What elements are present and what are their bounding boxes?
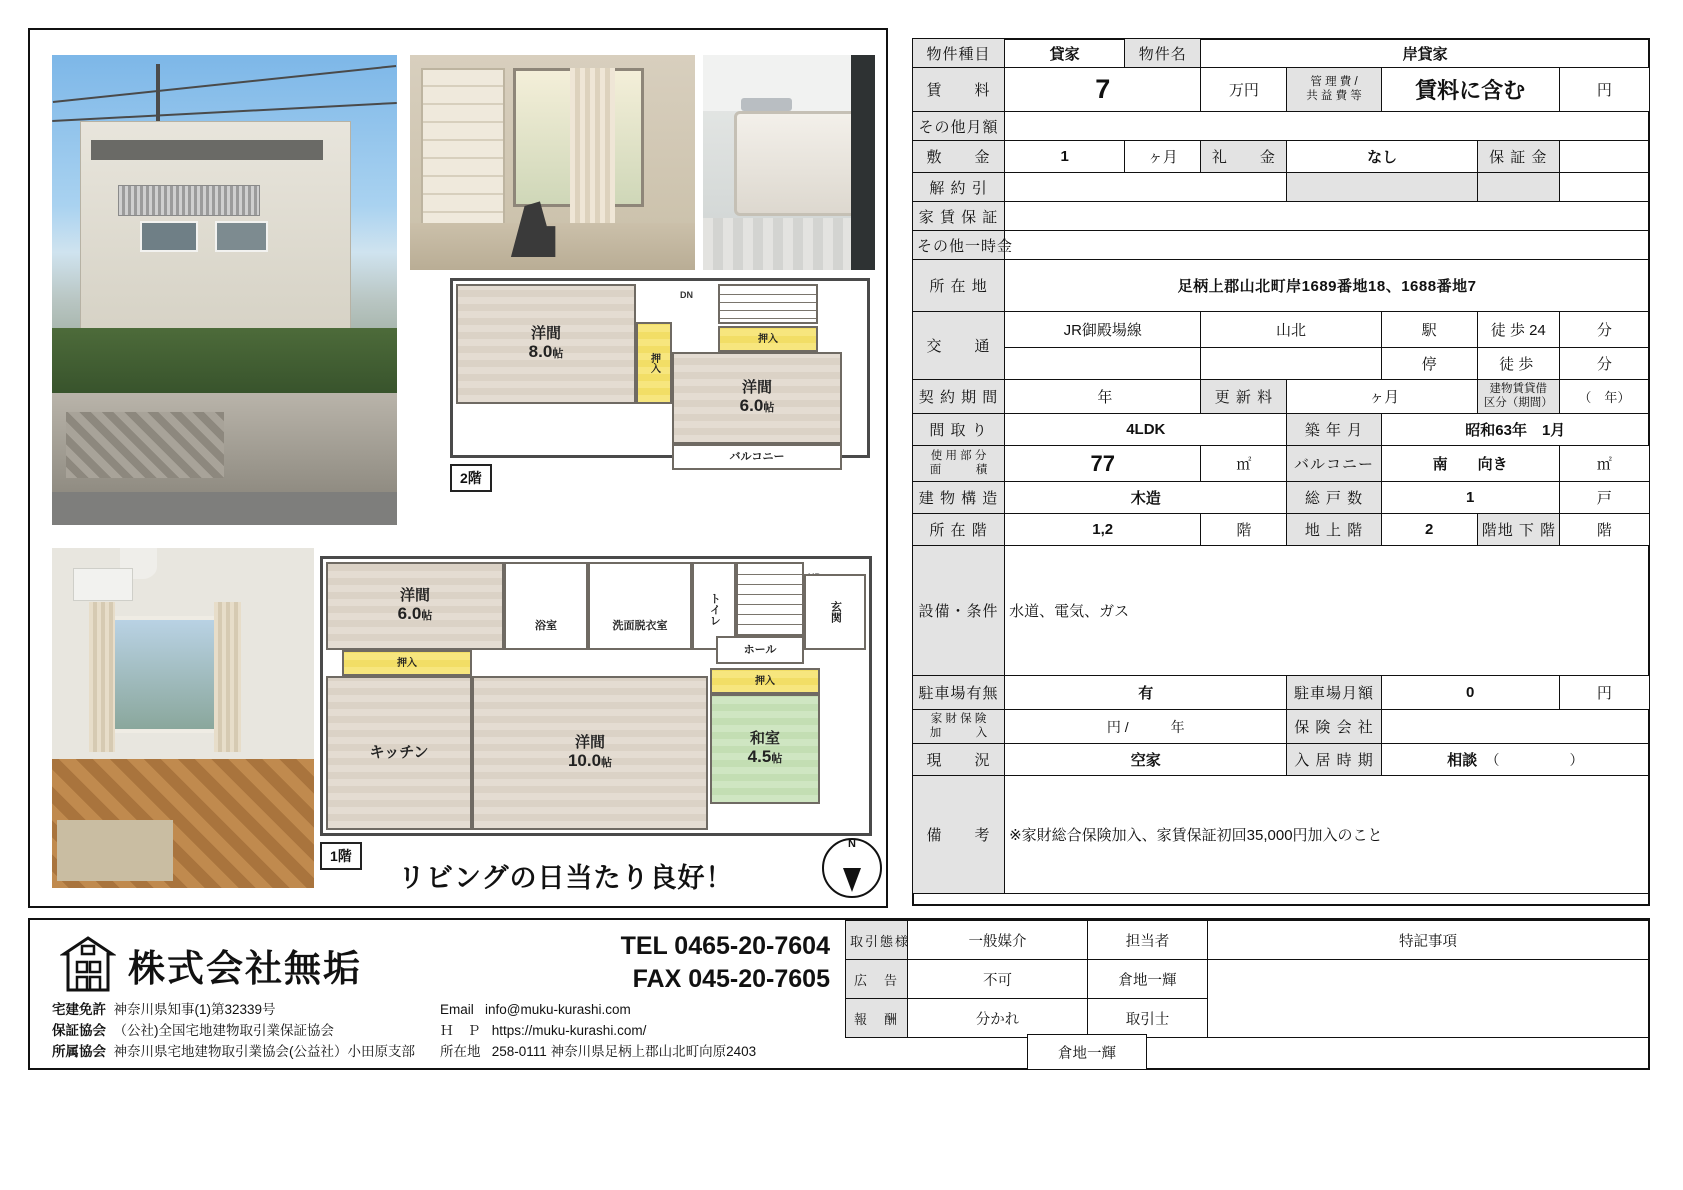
floorplan-first-floor xyxy=(320,556,872,864)
unit-total-units: 戸 xyxy=(1559,482,1649,514)
value-remarks: ※家財総合保険加入、家賃保証初回35,000円加入のこと xyxy=(1005,776,1650,894)
row-other-monthly xyxy=(913,112,1650,141)
room-kitchen: キッチン xyxy=(326,676,472,830)
label-ground-floors: 地 上 階 xyxy=(1287,514,1381,546)
value-deal-type: 一般媒介 xyxy=(908,921,1088,960)
value-contract-period: 年 xyxy=(1005,380,1201,414)
row-rent xyxy=(913,68,1650,112)
label-staff: 担当者 xyxy=(1088,921,1208,960)
label-traffic: 交 通 xyxy=(913,312,1005,380)
label-other-monthly: その他月額 xyxy=(913,112,1005,141)
row-other-onetime xyxy=(913,231,1650,260)
value-parking: 有 xyxy=(1005,676,1287,710)
label-structure: 建 物 構 造 xyxy=(913,482,1005,514)
row-cancel xyxy=(913,173,1650,202)
label-walk: 徒 歩 24 xyxy=(1477,312,1559,348)
room-japanese-4-5: 和室 4.5帖 xyxy=(710,694,820,804)
company-name: 株式会社無垢 xyxy=(128,948,362,989)
unit-floor: 階 xyxy=(1201,514,1287,546)
row-deposit xyxy=(913,141,1650,173)
value-parking-fee: 0 xyxy=(1381,676,1559,710)
value-ad: 不可 xyxy=(908,960,1088,999)
unit-management-fee: 円 xyxy=(1559,68,1649,112)
value-rent-guarantee xyxy=(1005,202,1650,231)
row-floor xyxy=(913,514,1650,546)
label-other-onetime: その他一時金 xyxy=(913,231,1005,260)
deal-info-table xyxy=(845,920,1649,1038)
value-lease-type: （ 年） xyxy=(1559,380,1649,414)
row-parking xyxy=(913,676,1650,710)
value-total-units: 1 xyxy=(1381,482,1559,514)
deal-row-type xyxy=(846,921,1649,960)
label-key-money: 礼 金 xyxy=(1201,141,1287,173)
stair-direction-label: DN xyxy=(680,290,693,300)
label-renewal-fee: 更 新 料 xyxy=(1201,380,1287,414)
value-built: 昭和63年 1月 xyxy=(1381,414,1649,446)
label-guarantee-deposit: 保 証 金 xyxy=(1477,141,1559,173)
room-size-unit: 帖 xyxy=(552,347,564,360)
assoc-line: 所属協会 神奈川県宅地建物取引業協会(公益社）小田原支部 xyxy=(52,1043,416,1059)
value-insurance-company xyxy=(1381,710,1649,744)
value-bus-stop-name xyxy=(1201,348,1381,380)
value-status: 空家 xyxy=(1005,744,1287,776)
value-special-notes xyxy=(1208,960,1649,1038)
company-online-contact xyxy=(440,1000,756,1063)
label-equipment: 設備・条件 xyxy=(913,546,1005,676)
hp-line: Ｈ Ｐ https://muku-kurashi.com/ xyxy=(440,1022,647,1038)
value-agent-name: 倉地一輝 xyxy=(1027,1034,1147,1070)
row-rent-guarantee xyxy=(913,202,1650,231)
closet-oshiire-2f-a: 押入 xyxy=(636,322,672,404)
label-movein: 入 居 時 期 xyxy=(1287,744,1381,776)
balcony-2f: バルコニー xyxy=(672,444,842,470)
value-ground-floors: 2 xyxy=(1381,514,1477,546)
label-management-fee: 管 理 費 / 共 益 費 等 xyxy=(1287,68,1381,112)
room-label: 洋間 xyxy=(530,325,561,343)
label-name: 物件名 xyxy=(1125,39,1201,68)
unit-rent: 万円 xyxy=(1201,68,1287,112)
closet-oshiire-1f-b: 押入 xyxy=(710,668,820,694)
row-equipment xyxy=(913,546,1650,676)
house-logo-icon xyxy=(60,936,116,992)
label-parking: 駐車場有無 xyxy=(913,676,1005,710)
catchcopy: リビングの日当たり良好！ xyxy=(398,863,734,893)
floor-tag-1f: 1階 xyxy=(320,842,362,870)
room-bath-1f: 浴室 xyxy=(504,562,588,650)
label-deal-type: 取引態様 xyxy=(846,921,908,960)
value-balcony-direction: 南 向き xyxy=(1381,446,1559,482)
label-lease-type: 建物賃貸借 区分（期間） xyxy=(1477,380,1559,414)
closet-oshiire-2f-b: 押入 xyxy=(718,326,818,352)
stairs-down-2f xyxy=(718,284,818,324)
row-remarks xyxy=(913,776,1650,894)
deal-row-ad xyxy=(846,960,1649,999)
value-insurance: 円 / 年 xyxy=(1005,710,1287,744)
unit-balcony: ㎡ xyxy=(1559,446,1649,482)
room-hall: ホール xyxy=(716,636,804,664)
row-traffic-train xyxy=(913,312,1650,348)
photo-living-room xyxy=(52,548,314,888)
value-bus-line xyxy=(1005,348,1201,380)
email-line: Email info@muku-kurashi.com xyxy=(440,1002,631,1017)
unit-deposit: ヶ月 xyxy=(1125,141,1201,173)
label-total-units: 総 戸 数 xyxy=(1287,482,1381,514)
value-kind: 貸家 xyxy=(1005,39,1125,68)
row-contract xyxy=(913,380,1650,414)
row-layout xyxy=(913,414,1650,446)
label-kind: 物件種目 xyxy=(913,39,1005,68)
room-western-10: 洋間 10.0帖 xyxy=(472,676,708,830)
label-status: 現 況 xyxy=(913,744,1005,776)
label-cancel-spacer2 xyxy=(1477,173,1559,202)
label-insurance: 家 財 保 険 加 入 xyxy=(913,710,1005,744)
closet-oshiire-1f-a: 押入 xyxy=(342,650,472,676)
label-deposit: 敷 金 xyxy=(913,141,1005,173)
row-status xyxy=(913,744,1650,776)
license-line: 宅建免許 神奈川県知事(1)第32339号 xyxy=(52,1002,276,1017)
value-renewal-fee: ヶ月 xyxy=(1287,380,1477,414)
label-cancel-spacer xyxy=(1287,173,1477,202)
value-other-onetime xyxy=(1005,231,1650,260)
label-layout: 間 取 り xyxy=(913,414,1005,446)
label-area: 使 用 部 分 面 積 xyxy=(913,446,1005,482)
room-western-6-1f: 洋間 6.0帖 xyxy=(326,562,504,650)
label-fee: 報 酬 xyxy=(846,999,908,1038)
photo-bathroom xyxy=(703,55,875,270)
value-traffic-station: 山北 xyxy=(1201,312,1381,348)
unit-parking-fee: 円 xyxy=(1559,676,1649,710)
value-floor: 1,2 xyxy=(1005,514,1201,546)
value-address: 足柄上郡山北町岸1689番地18、1688番地7 xyxy=(1005,260,1650,312)
photo-tatami-room xyxy=(410,55,695,270)
unit-bus-walk: 分 xyxy=(1559,348,1649,380)
value-cancel xyxy=(1005,173,1287,202)
location-line: 所在地 258-0111 神奈川県足柄上郡山北町向原2403 xyxy=(440,1043,757,1059)
tel-line: TEL 0465-20-7604 xyxy=(620,932,830,960)
label-bus-walk: 徒 歩 xyxy=(1477,348,1559,380)
label-agent: 取引士 xyxy=(1088,999,1208,1038)
value-structure: 木造 xyxy=(1005,482,1287,514)
value-deposit: 1 xyxy=(1005,141,1125,173)
label-ad: 広 告 xyxy=(846,960,908,999)
value-area: 77 xyxy=(1005,446,1201,482)
unit-area: ㎡ xyxy=(1201,446,1287,482)
row-insurance xyxy=(913,710,1650,744)
fax-line: FAX 045-20-7605 xyxy=(632,964,830,993)
label-balcony: バルコニー xyxy=(1287,446,1381,482)
value-staff: 倉地一輝 xyxy=(1088,960,1208,999)
row-area xyxy=(913,446,1650,482)
value-movein: 相談 （ ） xyxy=(1381,744,1649,776)
room-toilet: トイレ xyxy=(692,562,736,650)
company-license-info xyxy=(52,1000,415,1063)
row-structure xyxy=(913,482,1650,514)
value-rent: 7 xyxy=(1005,68,1201,112)
value-name: 岸貸家 xyxy=(1201,39,1650,68)
value-cancel-extra xyxy=(1559,173,1649,202)
label-floor: 所 在 階 xyxy=(913,514,1005,546)
value-key-money: なし xyxy=(1287,141,1477,173)
value-other-monthly xyxy=(1005,112,1650,141)
stairs-up-1f xyxy=(736,562,804,636)
row-address xyxy=(913,260,1650,312)
value-guarantee-deposit xyxy=(1559,141,1649,173)
row-kind xyxy=(913,39,1650,68)
unit-station: 駅 xyxy=(1381,312,1477,348)
label-rent-guarantee: 家 賃 保 証 xyxy=(913,202,1005,231)
value-layout: 4LDK xyxy=(1005,414,1287,446)
guarantee-line: 保証協会 （公社)全国宅地建物取引業保証協会 xyxy=(52,1022,335,1038)
value-management-fee: 賃料に含む xyxy=(1381,68,1559,112)
compass-icon: N xyxy=(822,838,882,898)
row-traffic-bus xyxy=(913,348,1650,380)
label-address: 所 在 地 xyxy=(913,260,1005,312)
label-contract-period: 契 約 期 間 xyxy=(913,380,1005,414)
unit-basement: 階 xyxy=(1559,514,1649,546)
unit-bus-stop: 停 xyxy=(1381,348,1477,380)
label-special-notes: 特記事項 xyxy=(1208,921,1649,960)
value-equipment: 水道、電気、ガス xyxy=(1005,546,1650,676)
room-western-6-2f: 洋間 6.0帖 xyxy=(672,352,842,444)
label-basement-floors: 階地 下 階 xyxy=(1477,514,1559,546)
photo-exterior xyxy=(52,55,397,525)
label-cancel: 解 約 引 xyxy=(913,173,1005,202)
label-remarks: 備 考 xyxy=(913,776,1005,894)
room-size: 8.0 xyxy=(528,341,553,361)
room-entrance: 玄関 xyxy=(804,574,866,650)
label-rent: 賃 料 xyxy=(913,68,1005,112)
room-washroom: 洗面脱衣室 xyxy=(588,562,692,650)
label-insurance-company: 保 険 会 社 xyxy=(1287,710,1381,744)
property-spec-table xyxy=(912,38,1650,894)
room-western-8 xyxy=(456,284,636,404)
floor-tag-2f: 2階 xyxy=(450,464,492,492)
label-parking-fee: 駐車場月額 xyxy=(1287,676,1381,710)
company-contact-numbers xyxy=(600,930,830,995)
unit-walk: 分 xyxy=(1559,312,1649,348)
value-fee: 分かれ xyxy=(908,999,1088,1038)
label-built: 築 年 月 xyxy=(1287,414,1381,446)
value-traffic-line: JR御殿場線 xyxy=(1005,312,1201,348)
floorplan-second-floor xyxy=(450,278,870,493)
